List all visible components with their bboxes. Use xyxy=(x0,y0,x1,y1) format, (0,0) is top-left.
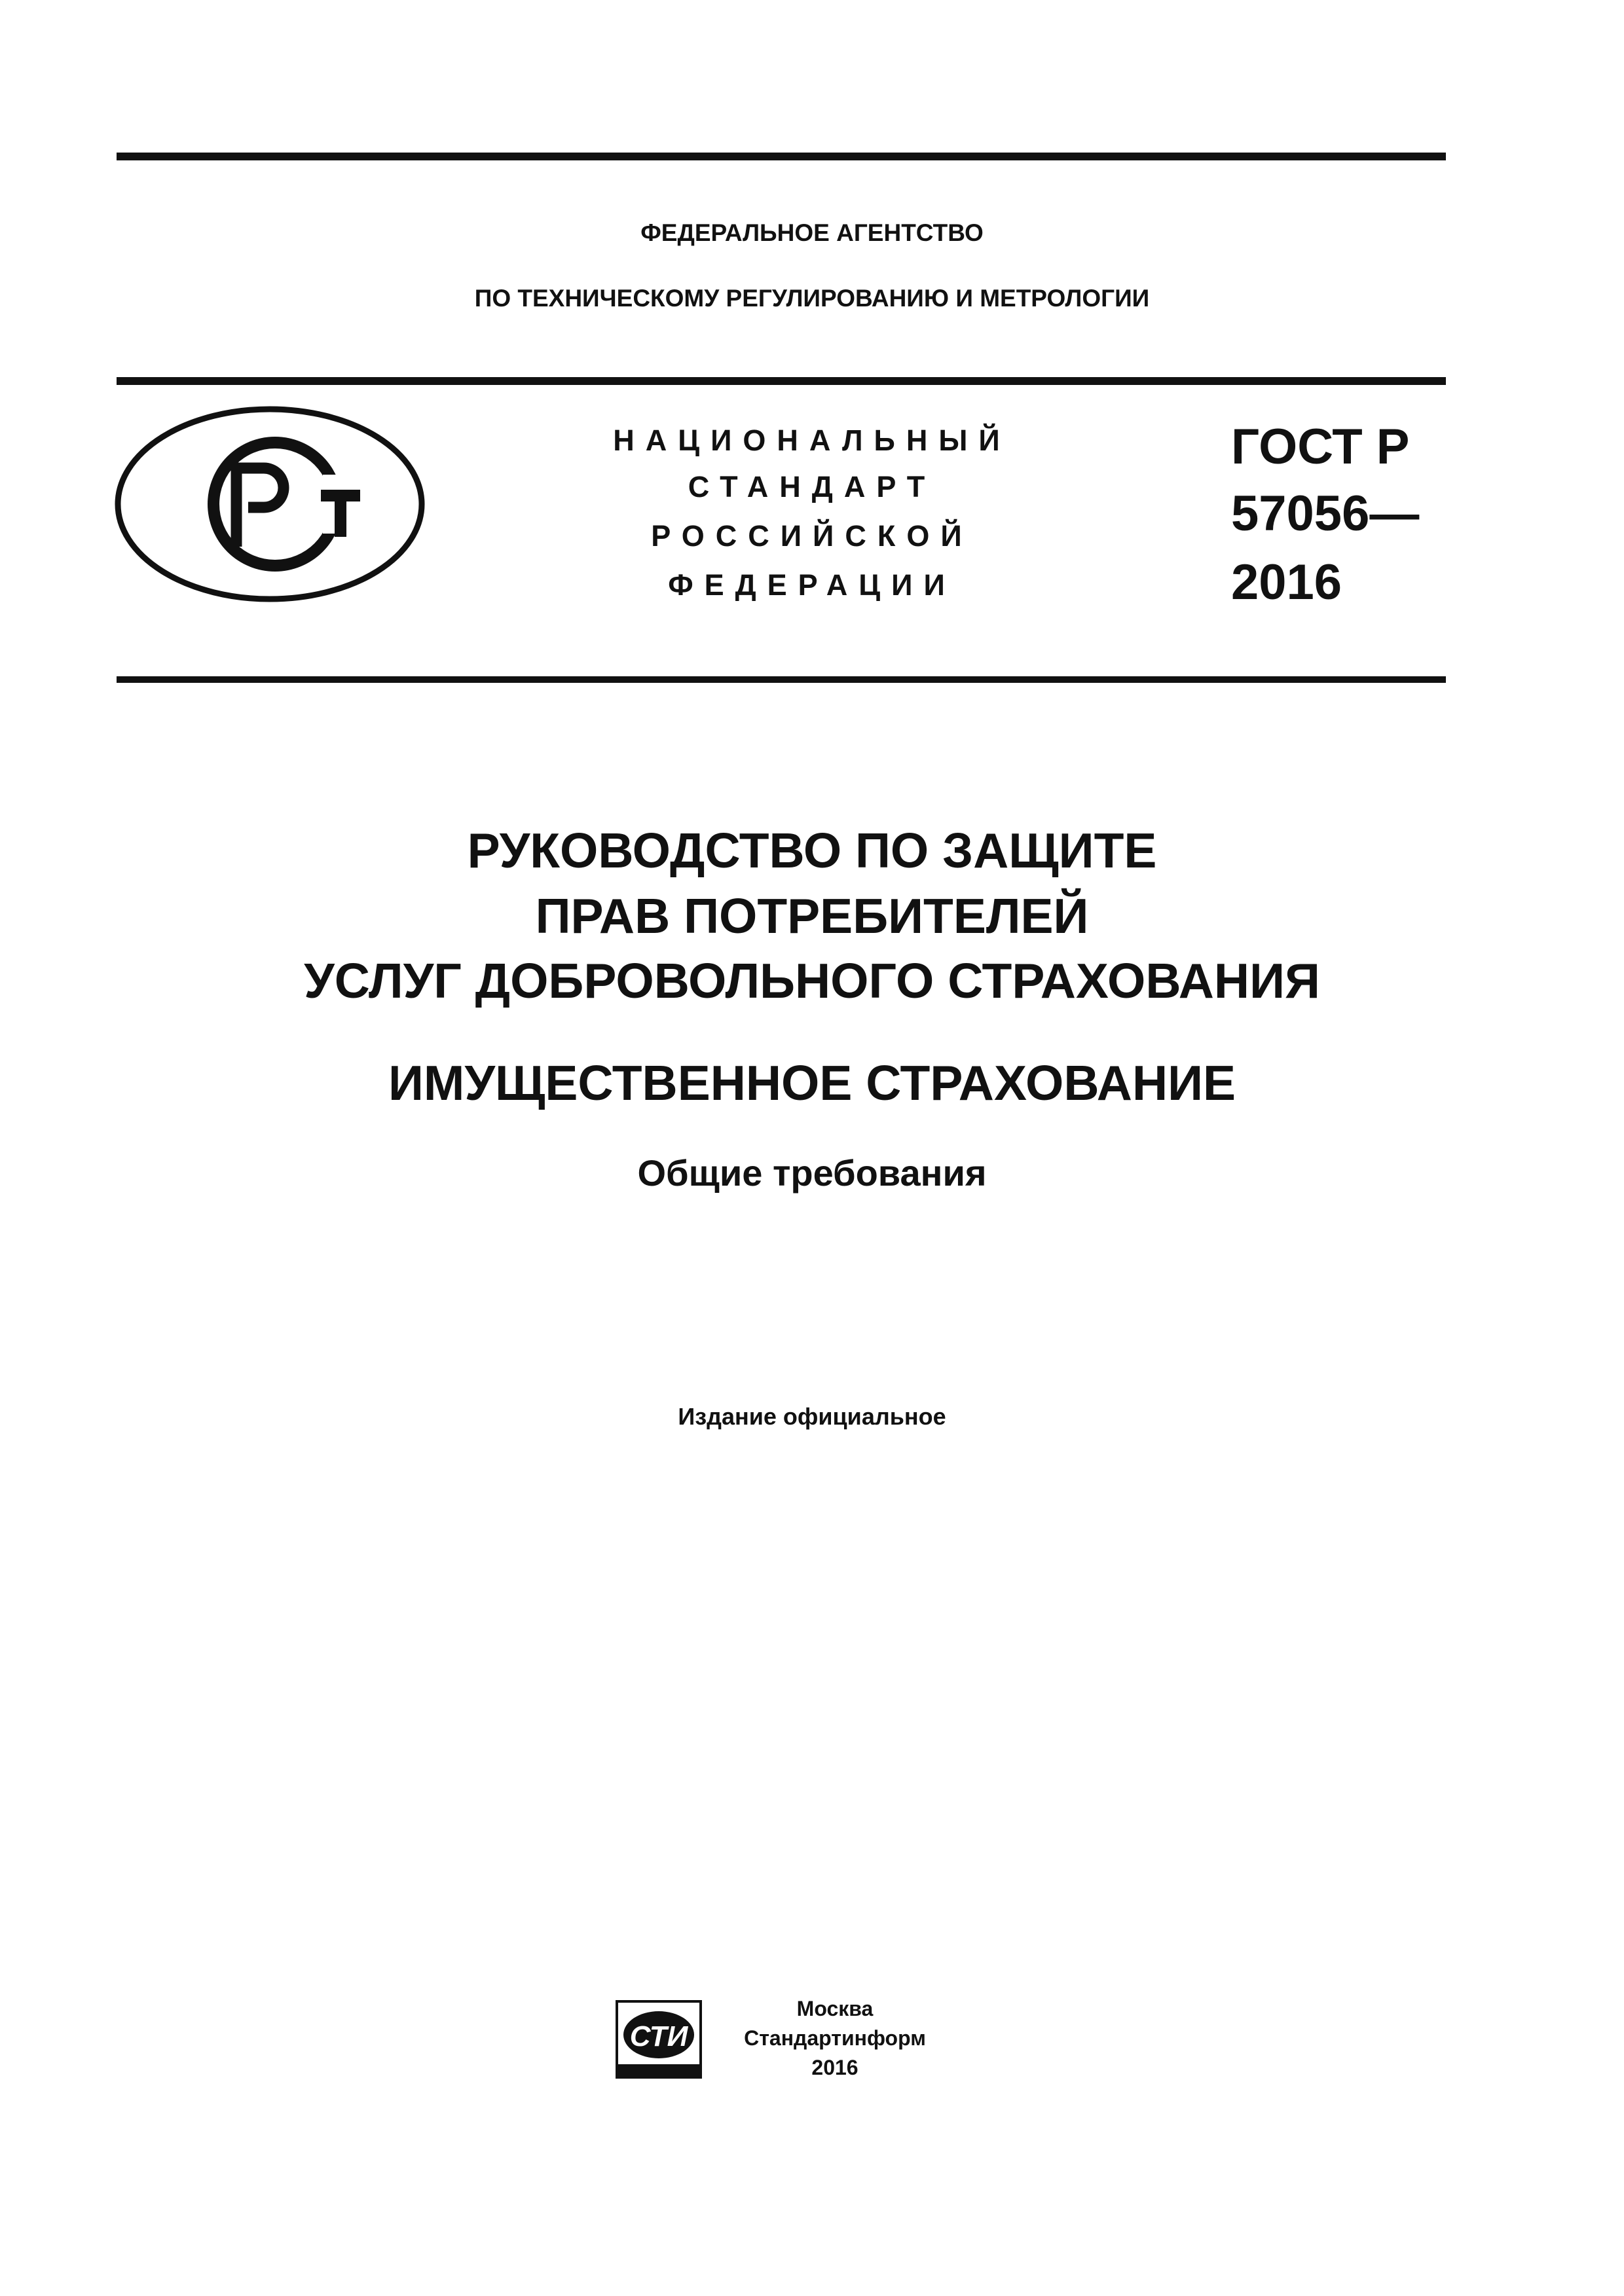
publisher-city: Москва xyxy=(796,1997,874,2020)
standard-kind-line4: ФЕДЕРАЦИИ xyxy=(668,568,956,602)
standard-kind-line3: РОССИЙСКОЙ xyxy=(651,519,973,553)
svg-text:СТИ: СТИ xyxy=(629,2020,688,2052)
rst-emblem-icon xyxy=(115,406,426,602)
document-title-line1: РУКОВОДСТВО ПО ЗАЩИТЕ xyxy=(467,823,1157,878)
standartinform-logo-icon xyxy=(616,1999,707,2080)
publisher-name: Стандартинформ xyxy=(744,2026,926,2050)
document-title-line2: ПРАВ ПОТРЕБИТЕЛЕЙ xyxy=(535,888,1089,943)
standard-kind-line2: СТАНДАРТ xyxy=(688,470,936,503)
title-block-rule xyxy=(117,676,1446,683)
standard-designation-line3: 2016 xyxy=(1231,555,1342,610)
publication-year: 2016 xyxy=(811,2056,858,2079)
standard-designation-line2: 57056— xyxy=(1231,486,1420,541)
top-rule xyxy=(117,153,1446,160)
document-title-line4: ИМУЩЕСТВЕННОЕ СТРАХОВАНИЕ xyxy=(388,1055,1236,1110)
document-subtitle: Общие требования xyxy=(637,1152,987,1194)
document-title-line3: УСЛУГ ДОБРОВОЛЬНОГО СТРАХОВАНИЯ xyxy=(304,953,1320,1008)
standard-designation-line1: ГОСТ Р xyxy=(1231,419,1410,475)
header-rule xyxy=(117,377,1446,385)
edition-note: Издание официальное xyxy=(678,1403,946,1430)
agency-name-line1: ФЕДЕРАЛЬНОЕ АГЕНТСТВО xyxy=(640,219,984,246)
agency-name-line2: ПО ТЕХНИЧЕСКОМУ РЕГУЛИРОВАНИЮ И МЕТРОЛОГИИ xyxy=(474,285,1150,312)
standard-kind-line1: НАЦИОНАЛЬНЫЙ xyxy=(613,424,1011,457)
